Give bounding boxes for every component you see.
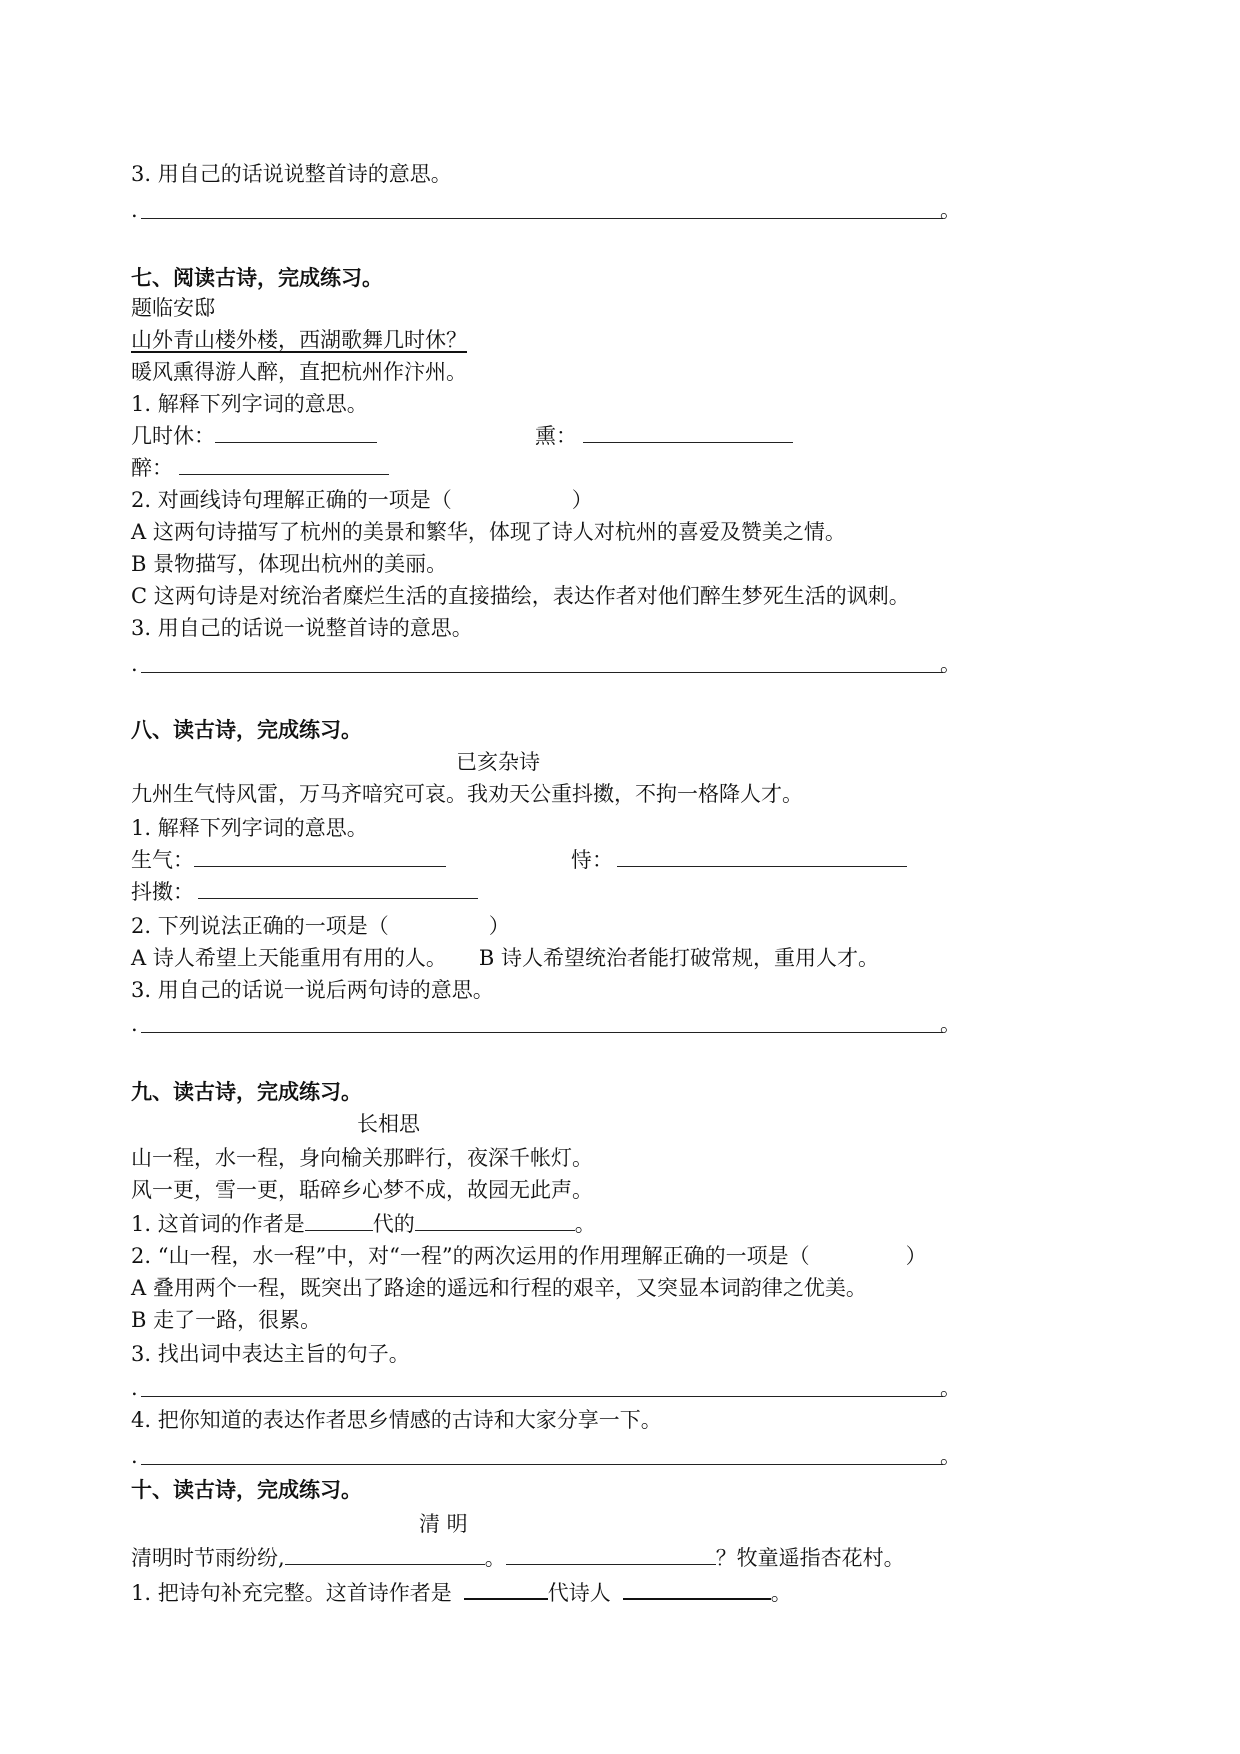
sec9-poem-line-2: 风一更，雪一更，聒碎乡心梦不成，故园无此声。 bbox=[131, 1178, 593, 1202]
sec8-term-row-1 bbox=[131, 844, 446, 876]
answer-blank[interactable] bbox=[194, 844, 446, 867]
answer-blank[interactable] bbox=[464, 1576, 548, 1600]
sec8-poem-title: 已亥杂诗 bbox=[456, 750, 540, 774]
line-end: 。 bbox=[940, 1012, 961, 1036]
sec8-option-b: B 诗人希望统治者能打破常规，重用人才。 bbox=[478, 946, 879, 970]
sec7-term-row-2 bbox=[131, 452, 389, 484]
sec10-question-1: 1. 把诗句补充完整。这首诗作者是 代诗人 。 bbox=[131, 1576, 792, 1609]
sec7-option-b: B 景物描写，体现出杭州的美丽。 bbox=[131, 552, 448, 576]
line-dot: . bbox=[131, 1376, 138, 1400]
answer-blank[interactable] bbox=[305, 1208, 373, 1231]
sec7-question-3: 3. 用自己的话说一说整首诗的意思。 bbox=[131, 616, 473, 640]
sec7-poem-title: 题临安邸 bbox=[131, 296, 215, 320]
answer-rule bbox=[141, 218, 943, 219]
answer-rule bbox=[141, 672, 943, 673]
sec7-term-row-1 bbox=[131, 420, 377, 452]
sec8-question-3: 3. 用自己的话说一说后两句诗的意思。 bbox=[131, 978, 494, 1002]
line-end: 。 bbox=[940, 1444, 961, 1468]
sec9-poem-title: 长相思 bbox=[357, 1112, 420, 1136]
sec9-answer-line-2[interactable] bbox=[131, 1440, 961, 1472]
term-label: 熏： bbox=[535, 424, 577, 448]
answer-blank[interactable] bbox=[215, 420, 377, 443]
sec8-question-1: 1. 解释下列字词的意思。 bbox=[131, 816, 368, 840]
sec8-options bbox=[131, 942, 879, 974]
answer-blank[interactable] bbox=[506, 1542, 716, 1565]
line-dot: . bbox=[131, 1012, 138, 1036]
term-label: 恃： bbox=[571, 848, 613, 872]
sec8-poem-line: 九州生气恃风雷，万马齐喑究可哀。我劝天公重抖擞，不拘一格降人才。 bbox=[131, 782, 803, 806]
sec7-question-2: 2. 对画线诗句理解正确的一项是（ ） bbox=[131, 488, 593, 512]
sec7-question-1: 1. 解释下列字词的意思。 bbox=[131, 392, 368, 416]
line-end: 。 bbox=[940, 652, 961, 676]
line-dot: . bbox=[131, 1444, 138, 1468]
line-dot: . bbox=[131, 198, 138, 222]
sec8-term-b bbox=[571, 844, 907, 876]
answer-blank[interactable] bbox=[179, 452, 389, 475]
sec7-term-b bbox=[535, 420, 793, 452]
answer-blank[interactable] bbox=[583, 420, 793, 443]
sec6-question-3: 3. 用自己的话说说整首诗的意思。 bbox=[131, 162, 452, 186]
term-label: 醉： bbox=[131, 456, 173, 480]
sec9-question-2: 2. “山一程，水一程”中，对“一程”的两次运用的作用理解正确的一项是（ ） bbox=[131, 1244, 927, 1268]
sec7-option-a: A 这两句诗描写了杭州的美景和繁华，体现了诗人对杭州的喜爱及赞美之情。 bbox=[131, 520, 846, 544]
sec9-heading: 九、读古诗，完成练习。 bbox=[131, 1080, 362, 1104]
term-label: 生气： bbox=[131, 848, 194, 872]
answer-rule bbox=[141, 1464, 943, 1465]
sec8-question-2: 2. 下列说法正确的一项是（ ） bbox=[131, 914, 510, 938]
sec9-poem-line-1: 山一程，水一程，身向榆关那畔行，夜深千帐灯。 bbox=[131, 1146, 593, 1170]
answer-blank[interactable] bbox=[415, 1208, 575, 1231]
answer-rule bbox=[141, 1032, 943, 1033]
sec7-answer-line[interactable] bbox=[131, 648, 961, 680]
sec10-poem-title: 清 明 bbox=[419, 1512, 468, 1536]
answer-blank[interactable] bbox=[623, 1576, 771, 1600]
line-end: 。 bbox=[940, 198, 961, 222]
sec8-answer-line[interactable] bbox=[131, 1008, 961, 1040]
sec7-poem-line-1: 山外青山楼外楼，西湖歌舞几时休？ bbox=[131, 328, 467, 352]
sec9-answer-line-1[interactable] bbox=[131, 1372, 961, 1404]
term-label: 几时休： bbox=[131, 424, 215, 448]
sec9-question-4: 4. 把你知道的表达作者思乡情感的古诗和大家分享一下。 bbox=[131, 1408, 662, 1432]
term-label: 抖擞： bbox=[131, 880, 194, 904]
sec8-option-a: A 诗人希望上天能重用有用的人。 bbox=[131, 946, 447, 970]
sec10-heading: 十、读古诗，完成练习。 bbox=[131, 1478, 362, 1502]
sec7-option-c: C 这两句诗是对统治者糜烂生活的直接描绘，表达作者对他们醉生梦死生活的讽刺。 bbox=[131, 584, 910, 608]
sec9-question-3: 3. 找出词中表达主旨的句子。 bbox=[131, 1342, 410, 1366]
answer-rule bbox=[141, 1396, 943, 1397]
line-dot: . bbox=[131, 652, 138, 676]
sec10-poem-line: 清明时节雨纷纷, 。 ？牧童遥指杏花村。 bbox=[131, 1542, 905, 1574]
sec9-question-1: 1. 这首词的作者是 代的 。 bbox=[131, 1208, 596, 1240]
sec8-heading: 八、读古诗，完成练习。 bbox=[131, 718, 362, 742]
sec8-term-row-2 bbox=[131, 876, 478, 908]
sec6-answer-line[interactable] bbox=[131, 194, 961, 226]
line-end: 。 bbox=[940, 1376, 961, 1400]
sec7-heading: 七、阅读古诗，完成练习。 bbox=[131, 266, 383, 290]
sec7-poem-line-2: 暖风熏得游人醉，直把杭州作汴州。 bbox=[131, 360, 467, 384]
answer-blank[interactable] bbox=[198, 876, 478, 899]
answer-blank[interactable] bbox=[285, 1542, 485, 1565]
sec9-option-b: B 走了一路，很累。 bbox=[131, 1308, 322, 1332]
answer-blank[interactable] bbox=[617, 844, 907, 867]
sec9-option-a: A 叠用两个一程，既突出了路途的遥远和行程的艰辛，又突显本词韵律之优美。 bbox=[131, 1276, 867, 1300]
